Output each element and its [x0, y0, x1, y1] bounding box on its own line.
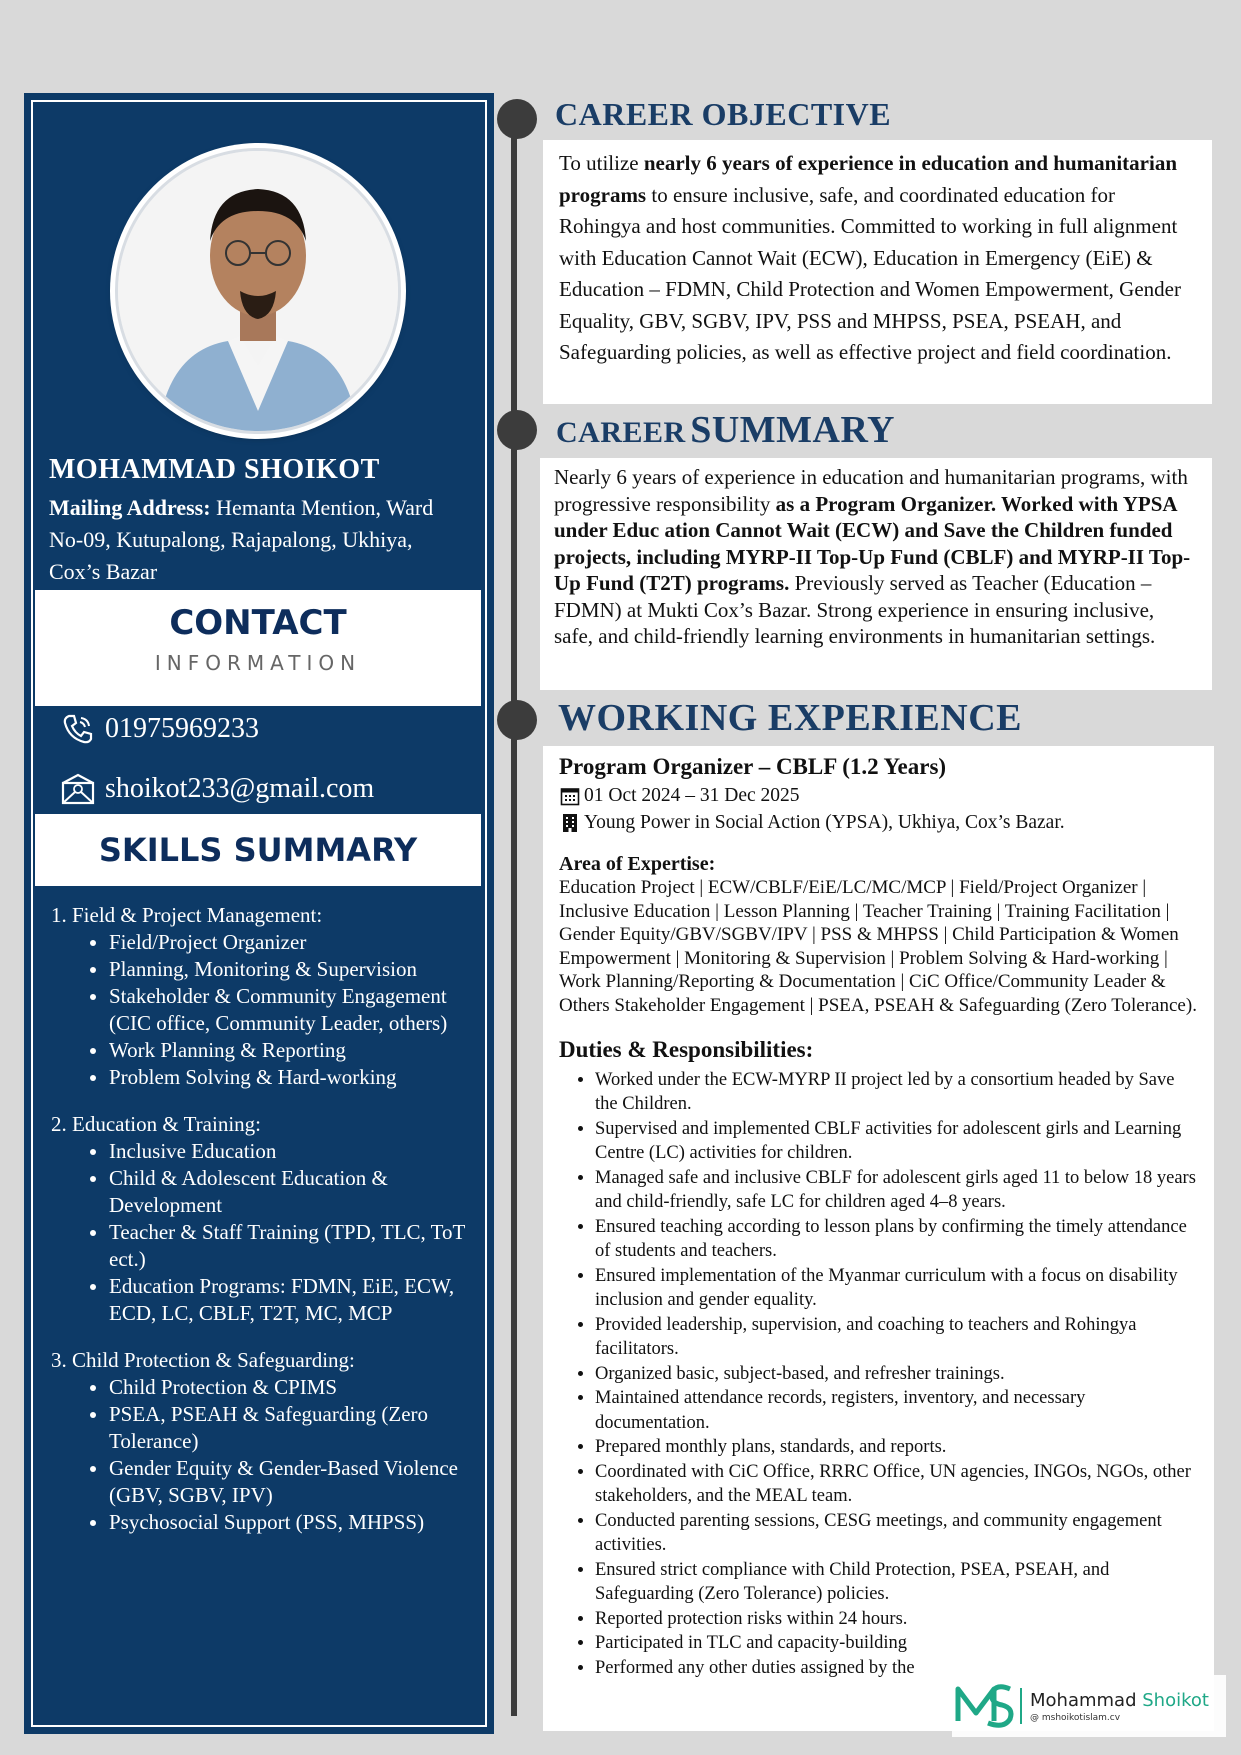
skill-item: • Inclusive Education	[109, 1138, 471, 1165]
skill-group	[51, 1111, 471, 1327]
contact-header	[35, 590, 481, 706]
objective-text-bold: nearly 6 years of experience in education and humanitarian programs	[559, 151, 1177, 207]
envelope-icon	[59, 770, 97, 808]
duty-item: • Ensured teaching according to lesson plans by confirming the timely attendance of students and teachers.	[595, 1215, 1198, 1264]
skill-group-title: 2. Education & Training:	[51, 1112, 261, 1136]
sidebar-border	[31, 100, 487, 1727]
duty-item: • Prepared monthly plans, standards, and reports.	[595, 1435, 1198, 1460]
summary-panel	[540, 458, 1212, 690]
mailing-address	[49, 492, 469, 588]
skills-title: SKILLS SUMMARY	[98, 831, 418, 869]
timeline-dot	[497, 700, 537, 740]
watermark	[952, 1675, 1226, 1737]
duty-item: • Ensured strict compliance with Child Protection, PSEA, PSEAH, and Safeguarding (Zero Tolerance) policies.	[595, 1558, 1198, 1607]
phone-row	[59, 710, 259, 748]
skill-item: • Gender Equity & Gender-Based Violence (GBV, SGBV, IPV)	[109, 1455, 471, 1509]
phone-icon	[59, 710, 97, 748]
skills-header	[35, 814, 481, 886]
watermark-handle: @ mshoikotislam.cv	[1030, 1712, 1121, 1723]
address-text: Hemanta Mention, Ward No-09, Kutupalong, Rajapalong, Ukhiya, Cox’s Bazar	[49, 495, 434, 584]
duty-item: • Coordinated with CiC Office, RRRC Office, UN agencies, INGOs, NGOs, other stakeholders, and the MEAL team.	[595, 1460, 1198, 1509]
job-title: Program Organizer – CBLF (1.2 Years)	[559, 754, 947, 779]
skill-item: • Child Protection & CPIMS	[109, 1374, 471, 1401]
duty-item: • Participated in TLC and capacity-building	[595, 1631, 1198, 1656]
objective-text-end: to ensure inclusive, safe, and coordinated education for Rohingya and host communities. Committed to working in full alignment with Education Cannot Wait (ECW), Education in Emergency (EiE) & Education – FDMN, Child Protection and Women Empowerment, Gender Equality, GBV, SGBV, IPV, PSS and MHPSS, PSEA, PSEAH, and Safeguarding policies, as well as effective project and field coordination.	[559, 182, 1181, 364]
skills-list	[51, 902, 471, 1556]
timeline-line	[511, 104, 517, 1716]
job-dates: 01 Oct 2024 – 31 Dec 2025	[584, 785, 800, 806]
job-organization-row	[559, 809, 1198, 836]
objective-heading: CAREER OBJECTIVE	[555, 96, 892, 132]
duty-item: • Supervised and implemented CBLF activities for adolescent girls and Learning Centre (LC) activities for children.	[595, 1117, 1198, 1166]
skill-item: • Psychosocial Support (PSS, MHPSS)	[109, 1509, 471, 1536]
expertise-heading: Area of Expertise:	[559, 853, 716, 875]
duty-item: • Conducted parenting sessions, CESG meetings, and community engagement activities.	[595, 1509, 1198, 1558]
timeline-dot	[497, 410, 537, 450]
candidate-name: MOHAMMAD SHOIKOT	[49, 454, 380, 485]
skill-item: • PSEA, PSEAH & Safeguarding (Zero Tolerance)	[109, 1401, 471, 1455]
duty-item: • Provided leadership, supervision, and coaching to teachers and Rohingya facilitators.	[595, 1313, 1198, 1362]
duty-item: • Worked under the ECW-MYRP II project led by a consortium headed by Save the Children.	[595, 1068, 1198, 1117]
summary-text-end: Previously served as Teacher (Education – FDMN) at Mukti Cox’s Bazar. Strong experience in ensuring inclusive, safe, and child-friendly learning environments in humanitarian settings.	[554, 571, 1156, 648]
summary-text-start: Nearly 6 years of experience in education and humanitarian programs, with progressive responsibility	[554, 465, 1188, 516]
skill-item: • Child & Adolescent Education & Development	[109, 1165, 471, 1219]
duties-list	[559, 1068, 1198, 1681]
skill-group	[51, 1347, 471, 1536]
timeline-dot	[497, 99, 537, 139]
ms-logo-icon	[952, 1675, 1016, 1738]
summary-heading-large: SUMMARY	[690, 409, 895, 451]
expertise-text: Education Project | ECW/CBLF/EiE/LC/MC/MCP | Field/Project Organizer | Inclusive Education | Lesson Planning | Teacher Training | Training Facilitation | Gender Equity/GBV/SGBV/IPV | PSS & MHPSS | Child Participation & Women Empowerment | Monitoring & Supervision | Problem Solving & Hard-working | Work Planning/Reporting & Documentation | CiC Office/Community Leader & Others Stakeholder Engagement | PSEA, PSEAH & Safeguarding (Zero Tolerance).	[559, 877, 1197, 1016]
email-address[interactable]: shoikot233@gmail.com	[105, 773, 375, 804]
summary-heading	[556, 408, 895, 452]
job-organization: Young Power in Social Action (YPSA), Ukhiya, Cox’s Bazar.	[584, 812, 1065, 833]
profile-photo	[115, 148, 401, 434]
duty-item: • Ensured implementation of the Myanmar curriculum with a focus on disability inclusion and gender equality.	[595, 1264, 1198, 1313]
skill-item: • Work Planning & Reporting	[109, 1037, 471, 1064]
skill-item: • Field/Project Organizer	[109, 929, 471, 956]
skill-group	[51, 902, 471, 1091]
watermark-text	[1030, 1690, 1209, 1723]
skill-group-title: 3. Child Protection & Safeguarding:	[51, 1348, 355, 1372]
skill-item: • Stakeholder & Community Engagement (CIC office, Community Leader, others)	[109, 983, 471, 1037]
duty-item: • Reported protection risks within 24 hours.	[595, 1607, 1198, 1632]
duty-item: • Maintained attendance records, registers, inventory, and necessary documentation.	[595, 1386, 1198, 1435]
calendar-icon	[559, 786, 581, 806]
watermark-divider	[1020, 1688, 1022, 1724]
skill-item: • Teacher & Staff Training (TPD, TLC, ToT ect.)	[109, 1219, 471, 1273]
email-row	[59, 770, 374, 808]
experience-heading: WORKING EXPERIENCE	[558, 697, 1022, 739]
watermark-name	[1030, 1690, 1209, 1711]
contact-title: CONTACT	[169, 603, 347, 643]
duties-heading: Duties & Responsibilities:	[559, 1036, 814, 1062]
address-label: Mailing Address:	[49, 495, 211, 520]
duty-item: • Managed safe and inclusive CBLF for adolescent girls aged 11 to below 18 years and child-friendly, safe LC for children aged 4–8 years.	[595, 1166, 1198, 1215]
summary-heading-small: CAREER	[556, 416, 686, 449]
skill-item: • Planning, Monitoring & Supervision	[109, 956, 471, 983]
watermark-name-last: Shoikot	[1142, 1689, 1209, 1711]
watermark-name-first: Mohammad	[1030, 1689, 1143, 1711]
objective-panel	[543, 140, 1212, 404]
duty-item: • Performed any other duties assigned by the	[595, 1656, 1198, 1681]
skill-item: • Education Programs: FDMN, EiE, ECW, ECD, LC, CBLF, T2T, MC, MCP	[109, 1273, 471, 1327]
contact-subtitle: INFORMATION	[154, 651, 362, 675]
experience-panel	[543, 746, 1214, 1731]
sidebar	[24, 93, 494, 1734]
building-icon	[559, 813, 581, 833]
skill-group-title: 1. Field & Project Management:	[51, 903, 323, 927]
job-dates-row	[559, 782, 1198, 809]
phone-number[interactable]: 01975969233	[105, 713, 259, 744]
summary-text-bold: as a Program Organizer. Worked with YPSA under Educ ation Cannot Wait (ECW) and Save the Children funded projects, including MYRP-II Top-Up Fund (CBLF) and MYRP-II Top-Up Fund (T2T) programs.	[554, 491, 1191, 595]
skill-item: • Problem Solving & Hard-working	[109, 1064, 471, 1091]
objective-text-start: To utilize	[559, 151, 644, 175]
duty-item: • Organized basic, subject-based, and refresher trainings.	[595, 1362, 1198, 1387]
